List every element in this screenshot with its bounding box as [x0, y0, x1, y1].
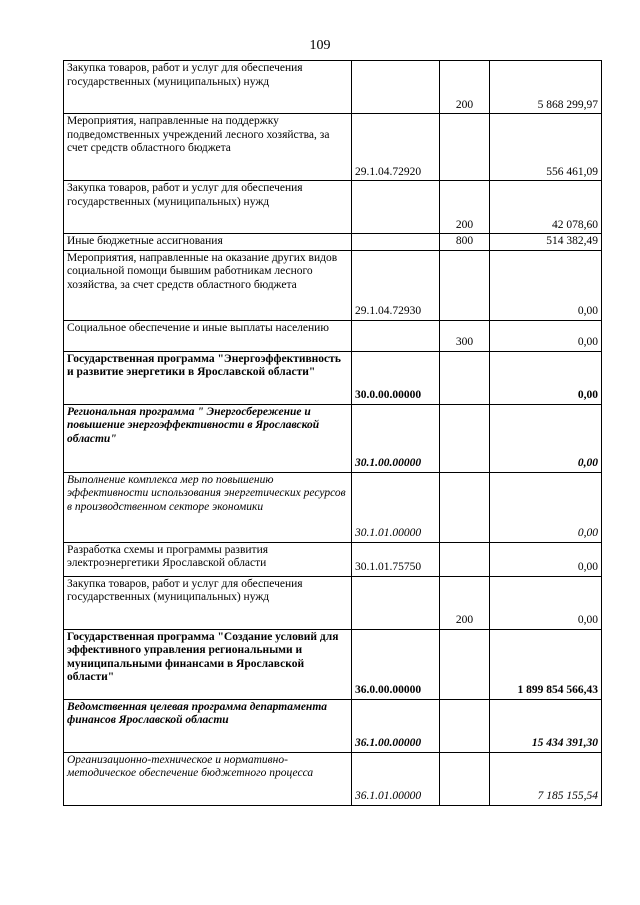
table-row: [64, 181, 602, 234]
row-kind: [440, 472, 490, 542]
row-name: Закупка товаров, работ и услуг для обеспечения государственных (муниципальных) нужд: [64, 576, 352, 629]
table-row: [64, 752, 602, 805]
row-name: Мероприятия, направленные на оказание других видов социальной помощи бывшим работникам лесного хозяйства, за счет средств областного бюджета: [64, 250, 352, 320]
row-code: 36.1.01.00000: [352, 752, 440, 805]
row-amount: 15 434 391,30: [490, 699, 602, 752]
row-kind: 300: [440, 320, 490, 351]
row-kind: [440, 699, 490, 752]
row-amount: 0,00: [490, 576, 602, 629]
row-kind: 200: [440, 61, 490, 114]
row-kind: [440, 404, 490, 472]
row-kind: [440, 250, 490, 320]
row-kind: [440, 542, 490, 576]
row-code: 29.1.04.72920: [352, 114, 440, 181]
table-row: [64, 699, 602, 752]
row-name: Выполнение комплекса мер по повышению эффективности использования энергетических ресурсов в производственном секторе экономики: [64, 472, 352, 542]
row-kind: 200: [440, 181, 490, 234]
table-row: [64, 61, 602, 114]
table-row: [64, 542, 602, 576]
row-code: [352, 61, 440, 114]
row-name: Закупка товаров, работ и услуг для обеспечения государственных (муниципальных) нужд: [64, 61, 352, 114]
row-kind: 200: [440, 576, 490, 629]
row-amount: 0,00: [490, 320, 602, 351]
row-code: [352, 234, 440, 251]
row-kind: 800: [440, 234, 490, 251]
row-code: [352, 320, 440, 351]
row-amount: 42 078,60: [490, 181, 602, 234]
row-code: 30.1.01.75750: [352, 542, 440, 576]
table-row: [64, 351, 602, 404]
row-code: 30.1.00.00000: [352, 404, 440, 472]
row-code: 30.0.00.00000: [352, 351, 440, 404]
row-amount: 1 899 854 566,43: [490, 629, 602, 699]
row-code: 36.0.00.00000: [352, 629, 440, 699]
row-amount: 0,00: [490, 472, 602, 542]
row-name: Государственная программа "Создание условий для эффективного управления региональными и муниципальными финансами в Ярославской области": [64, 629, 352, 699]
table-row: [64, 576, 602, 629]
budget-table: [63, 60, 602, 806]
row-kind: [440, 752, 490, 805]
row-name: Организационно-техническое и нормативно-методическое обеспечение бюджетного процесса: [64, 752, 352, 805]
table-row: [64, 472, 602, 542]
row-name: Ведомственная целевая программа департамента финансов Ярославской области: [64, 699, 352, 752]
row-amount: 514 382,49: [490, 234, 602, 251]
row-name: Закупка товаров, работ и услуг для обеспечения государственных (муниципальных) нужд: [64, 181, 352, 234]
row-name: Иные бюджетные ассигнования: [64, 234, 352, 251]
row-amount: 7 185 155,54: [490, 752, 602, 805]
table-row: [64, 250, 602, 320]
row-name: Разработка схемы и программы развития электроэнергетики Ярославской области: [64, 542, 352, 576]
row-name: Государственная программа "Энергоэффективность и развитие энергетики в Ярославской области": [64, 351, 352, 404]
row-code: [352, 181, 440, 234]
row-code: 29.1.04.72930: [352, 250, 440, 320]
row-kind: [440, 351, 490, 404]
table-row: [64, 114, 602, 181]
table-row: [64, 404, 602, 472]
row-amount: 556 461,09: [490, 114, 602, 181]
row-code: 30.1.01.00000: [352, 472, 440, 542]
row-kind: [440, 114, 490, 181]
row-amount: 0,00: [490, 250, 602, 320]
table-row: [64, 320, 602, 351]
row-kind: [440, 629, 490, 699]
row-code: [352, 576, 440, 629]
row-name: Мероприятия, направленные на поддержку подведомственных учреждений лесного хозяйства, за счет средств областного бюджета: [64, 114, 352, 181]
table-row: [64, 234, 602, 251]
row-amount: 0,00: [490, 542, 602, 576]
row-name: Социальное обеспечение и иные выплаты населению: [64, 320, 352, 351]
row-name: Региональная программа " Энергосбережение и повышение энергоэффективности в Ярославской области": [64, 404, 352, 472]
row-amount: 0,00: [490, 351, 602, 404]
row-code: 36.1.00.00000: [352, 699, 440, 752]
table-row: [64, 629, 602, 699]
row-amount: 5 868 299,97: [490, 61, 602, 114]
row-amount: 0,00: [490, 404, 602, 472]
page-number: 109: [309, 38, 331, 53]
